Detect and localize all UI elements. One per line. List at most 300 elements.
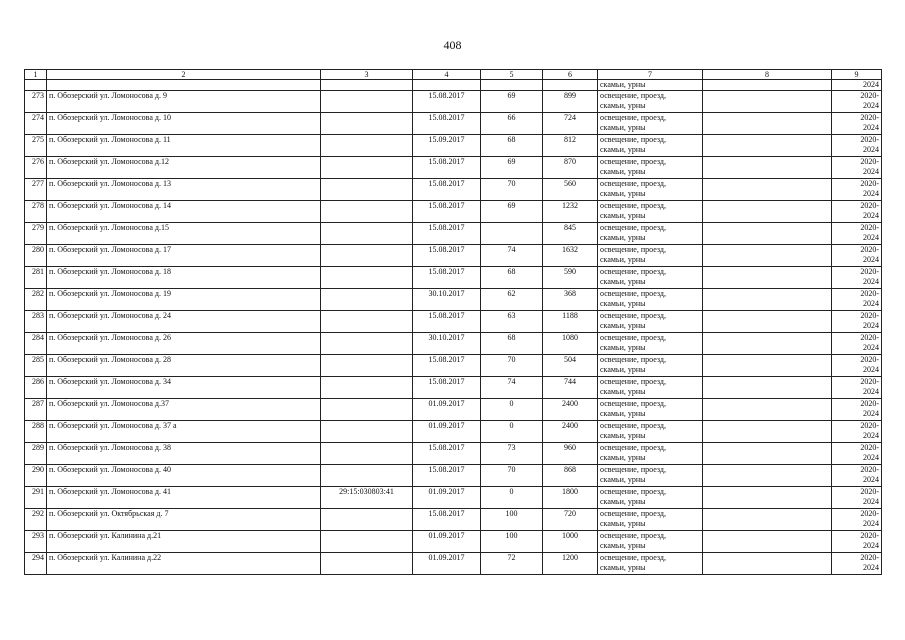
improvements-cell: скамьи, урны [598,80,703,91]
period-cell-line: 2020- [860,509,879,518]
value-6-cell: 1632 [543,245,598,267]
page-number: 408 [443,38,462,52]
period-cell [832,553,882,575]
column-8-cell [703,421,832,443]
date-cell: 01.09.2017 [413,531,481,553]
period-cell-line: 2020- [860,289,879,298]
improvements-cell-line: освещение, проезд, [600,509,666,518]
row-number-cell: 277 [25,179,47,201]
address-cell: п. Обозерский ул. Ломоносова д. 10 [47,113,321,135]
improvements-cell-line: скамьи, урны [600,453,646,462]
improvements-cell [598,465,703,487]
value-5-cell: 68 [481,267,543,289]
improvements-cell-line: скамьи, урны [600,211,646,220]
date-cell: 15.08.2017 [413,179,481,201]
improvements-cell-line: освещение, проезд, [600,355,666,364]
date-cell: 15.08.2017 [413,201,481,223]
column-number: 4 [413,70,481,80]
table-row [25,289,882,311]
value-6-cell: 2400 [543,399,598,421]
improvements-cell-line: скамьи, урны [600,563,646,572]
cell-empty [321,80,413,91]
period-cell [832,399,882,421]
period-cell [832,421,882,443]
table-row [25,179,882,201]
improvements-cell [598,223,703,245]
value-5-cell: 70 [481,355,543,377]
row-number-cell: 288 [25,421,47,443]
period-cell [832,465,882,487]
address-cell: п. Обозерский ул. Ломоносова д.37 [47,399,321,421]
period-cell-line: 2024 [863,475,879,484]
table-row [25,421,882,443]
table-row [25,135,882,157]
improvements-cell-line: скамьи, урны [600,431,646,440]
value-5-cell: 68 [481,135,543,157]
cadastral-cell [321,267,413,289]
value-6-cell: 899 [543,91,598,113]
improvements-cell-line: скамьи, урны [600,541,646,550]
period-cell [832,267,882,289]
cadastral-cell [321,157,413,179]
column-8-cell [703,531,832,553]
period-cell [832,135,882,157]
cadastral-cell [321,113,413,135]
improvements-cell [598,421,703,443]
period-cell-line: 2024 [863,123,879,132]
improvements-cell-line: освещение, проезд, [600,289,666,298]
cadastral-cell [321,421,413,443]
address-cell: п. Обозерский ул. Ломоносова д. 14 [47,201,321,223]
date-cell: 30.10.2017 [413,333,481,355]
cadastral-cell [321,311,413,333]
value-6-cell: 868 [543,465,598,487]
column-8-cell [703,443,832,465]
period-cell [832,355,882,377]
cadastral-cell: 29:15:030803:41 [321,487,413,509]
improvements-cell [598,553,703,575]
improvements-cell-line: освещение, проезд, [600,531,666,540]
improvements-cell-line: освещение, проезд, [600,267,666,276]
value-6-cell: 870 [543,157,598,179]
improvements-cell-line: скамьи, урны [600,123,646,132]
address-cell: п. Обозерский ул. Ломоносова д. 17 [47,245,321,267]
period-cell-line: 2024 [863,101,879,110]
date-cell: 15.08.2017 [413,157,481,179]
address-cell: п. Обозерский ул. Ломоносова д. 28 [47,355,321,377]
improvements-cell-line: скамьи, урны [600,255,646,264]
row-number-cell: 284 [25,333,47,355]
value-5-cell: 70 [481,465,543,487]
improvements-cell [598,333,703,355]
address-cell: п. Обозерский ул. Октябрьская д. 7 [47,509,321,531]
improvements-cell-line: скамьи, урны [600,519,646,528]
table-row [25,553,882,575]
value-5-cell: 74 [481,377,543,399]
address-cell: п. Обозерский ул. Ломоносова д. 38 [47,443,321,465]
address-cell: п. Обозерский ул. Калинина д.21 [47,531,321,553]
period-cell [832,245,882,267]
column-8-cell [703,91,832,113]
cadastral-cell [321,201,413,223]
improvements-cell-line: скамьи, урны [600,189,646,198]
period-cell-line: 2020- [860,531,879,540]
improvements-cell [598,113,703,135]
column-number: 1 [25,70,47,80]
column-8-cell [703,465,832,487]
row-number-cell: 273 [25,91,47,113]
column-8-cell [703,377,832,399]
value-6-cell: 845 [543,223,598,245]
date-cell: 15.08.2017 [413,245,481,267]
row-number-cell: 280 [25,245,47,267]
table-row [25,443,882,465]
date-cell: 15.08.2017 [413,509,481,531]
address-cell: п. Обозерский ул. Ломоносова д. 13 [47,179,321,201]
improvements-cell [598,289,703,311]
improvements-cell [598,179,703,201]
period-cell-line: 2024 [863,255,879,264]
improvements-cell [598,399,703,421]
value-6-cell: 504 [543,355,598,377]
cadastral-cell [321,399,413,421]
value-5-cell: 0 [481,487,543,509]
value-6-cell: 368 [543,289,598,311]
column-number: 9 [832,70,882,80]
period-cell-line: 2020- [860,377,879,386]
column-8-cell [703,245,832,267]
improvements-cell [598,267,703,289]
improvements-cell-line: скамьи, урны [600,233,646,242]
address-cell: п. Обозерский ул. Ломоносова д. 9 [47,91,321,113]
period-cell-line: 2024 [863,387,879,396]
row-number-cell: 276 [25,157,47,179]
row-number-cell: 274 [25,113,47,135]
value-6-cell: 744 [543,377,598,399]
cell-empty [481,80,543,91]
value-6-cell: 724 [543,113,598,135]
cadastral-cell [321,245,413,267]
date-cell: 15.09.2017 [413,135,481,157]
period-cell-line: 2024 [863,343,879,352]
improvements-cell-line: скамьи, урны [600,387,646,396]
period-cell-line: 2020- [860,267,879,276]
row-number-cell: 293 [25,531,47,553]
address-cell: п. Обозерский ул. Ломоносова д. 40 [47,465,321,487]
column-8-cell [703,289,832,311]
period-cell-line: 2020- [860,465,879,474]
value-6-cell: 2400 [543,421,598,443]
column-number: 7 [598,70,703,80]
address-cell: п. Обозерский ул. Ломоносова д. 34 [47,377,321,399]
period-cell [832,179,882,201]
improvements-cell [598,355,703,377]
date-cell: 15.08.2017 [413,311,481,333]
column-8-cell [703,223,832,245]
row-number-cell: 292 [25,509,47,531]
period-cell-line: 2024 [863,431,879,440]
row-number-cell: 287 [25,399,47,421]
column-number: 6 [543,70,598,80]
value-5-cell: 63 [481,311,543,333]
cadastral-cell [321,465,413,487]
address-cell: п. Обозерский ул. Калинина д.22 [47,553,321,575]
value-6-cell: 812 [543,135,598,157]
table-row [25,333,882,355]
cell-empty [703,80,832,91]
column-8-cell [703,333,832,355]
improvements-cell-line: освещение, проезд, [600,399,666,408]
value-6-cell: 560 [543,179,598,201]
period-cell: 2024 [832,80,882,91]
cadastral-cell [321,289,413,311]
row-number-cell: 279 [25,223,47,245]
period-cell [832,223,882,245]
improvements-cell [598,443,703,465]
address-cell: п. Обозерский ул. Ломоносова д. 37 а [47,421,321,443]
table-body [25,70,882,575]
period-cell-line: 2020- [860,311,879,320]
improvements-cell-line: освещение, проезд, [600,113,666,122]
value-6-cell: 720 [543,509,598,531]
improvements-cell-line: освещение, проезд, [600,553,666,562]
row-number-cell: 281 [25,267,47,289]
address-cell: п. Обозерский ул. Ломоносова д.15 [47,223,321,245]
cell-empty [543,80,598,91]
period-cell-line: 2020- [860,421,879,430]
improvements-cell-line: скамьи, урны [600,343,646,352]
registry-table [24,69,882,575]
period-cell-line: 2024 [863,365,879,374]
table-row [25,157,882,179]
table-row [25,509,882,531]
value-5-cell: 73 [481,443,543,465]
address-cell: п. Обозерский ул. Ломоносова д. 19 [47,289,321,311]
date-cell: 15.08.2017 [413,223,481,245]
period-cell-line: 2024 [863,409,879,418]
improvements-cell-line: освещение, проезд, [600,135,666,144]
table-row [25,91,882,113]
value-5-cell: 69 [481,157,543,179]
row-number-cell: 291 [25,487,47,509]
period-cell-line: 2024 [863,145,879,154]
date-cell: 15.08.2017 [413,465,481,487]
period-cell [832,113,882,135]
date-cell: 01.09.2017 [413,553,481,575]
date-cell: 15.08.2017 [413,377,481,399]
table-row [25,531,882,553]
period-cell-line: 2020- [860,91,879,100]
column-8-cell [703,311,832,333]
table-row [25,487,882,509]
date-cell: 15.08.2017 [413,267,481,289]
improvements-cell [598,377,703,399]
period-cell-line: 2020- [860,113,879,122]
value-5-cell: 70 [481,179,543,201]
period-cell-line: 2024 [863,453,879,462]
period-cell-line: 2024 [863,563,879,572]
value-5-cell [481,223,543,245]
row-number-cell: 275 [25,135,47,157]
period-cell-line: 2020- [860,179,879,188]
date-cell: 01.09.2017 [413,399,481,421]
date-cell: 30.10.2017 [413,289,481,311]
address-cell: п. Обозерский ул. Ломоносова д. 41 [47,487,321,509]
improvements-cell-line: освещение, проезд, [600,465,666,474]
date-cell: 01.09.2017 [413,487,481,509]
address-cell: п. Обозерский ул. Ломоносова д. 11 [47,135,321,157]
cell-empty [47,80,321,91]
value-5-cell: 69 [481,201,543,223]
value-5-cell: 69 [481,91,543,113]
row-number-cell: 283 [25,311,47,333]
cadastral-cell [321,531,413,553]
improvements-cell-line: скамьи, урны [600,365,646,374]
improvements-cell-line: скамьи, урны [600,101,646,110]
period-cell-line: 2020- [860,333,879,342]
period-cell-line: 2024 [863,321,879,330]
table-row [25,311,882,333]
period-cell-line: 2020- [860,443,879,452]
column-8-cell [703,201,832,223]
row-number-cell: 294 [25,553,47,575]
period-cell-line: 2024 [863,277,879,286]
cadastral-cell [321,355,413,377]
improvements-cell-line: скамьи, урны [600,475,646,484]
improvements-cell-line: освещение, проезд, [600,443,666,452]
value-6-cell: 1200 [543,553,598,575]
column-8-cell [703,487,832,509]
address-cell: п. Обозерский ул. Ломоносова д. 26 [47,333,321,355]
cadastral-cell [321,377,413,399]
improvements-cell [598,201,703,223]
period-cell [832,333,882,355]
value-5-cell: 0 [481,421,543,443]
value-5-cell: 74 [481,245,543,267]
table-row [25,201,882,223]
column-number: 5 [481,70,543,80]
improvements-cell [598,91,703,113]
period-cell [832,377,882,399]
table-row [25,377,882,399]
improvements-cell-line: освещение, проезд, [600,487,666,496]
improvements-cell-line: освещение, проезд, [600,245,666,254]
date-cell: 01.09.2017 [413,421,481,443]
period-cell-line: 2024 [863,541,879,550]
cell-empty [413,80,481,91]
period-cell-line: 2020- [860,135,879,144]
cadastral-cell [321,179,413,201]
column-8-cell [703,179,832,201]
period-cell [832,201,882,223]
period-cell-line: 2020- [860,355,879,364]
improvements-cell-line: освещение, проезд, [600,333,666,342]
row-number-cell: 289 [25,443,47,465]
period-cell [832,531,882,553]
period-cell [832,91,882,113]
value-6-cell: 1232 [543,201,598,223]
period-cell [832,289,882,311]
cell-empty [25,80,47,91]
row-number-cell: 285 [25,355,47,377]
improvements-cell-line: освещение, проезд, [600,179,666,188]
column-8-cell [703,355,832,377]
improvements-cell [598,135,703,157]
improvements-cell [598,487,703,509]
date-cell: 15.08.2017 [413,91,481,113]
improvements-cell-line: освещение, проезд, [600,223,666,232]
improvements-cell-line: скамьи, урны [600,299,646,308]
improvements-cell-line: освещение, проезд, [600,157,666,166]
column-8-cell [703,399,832,421]
improvements-cell-line: освещение, проезд, [600,421,666,430]
column-number-row [25,70,882,80]
period-cell-line: 2024 [863,519,879,528]
improvements-cell [598,157,703,179]
cadastral-cell [321,509,413,531]
column-8-cell [703,157,832,179]
value-5-cell: 68 [481,333,543,355]
row-number-cell: 290 [25,465,47,487]
improvements-cell-line: скамьи, урны [600,321,646,330]
improvements-cell-line: освещение, проезд, [600,201,666,210]
table-row [25,355,882,377]
improvements-cell [598,311,703,333]
date-cell: 15.08.2017 [413,443,481,465]
cadastral-cell [321,91,413,113]
period-cell-line: 2024 [863,211,879,220]
row-number-cell: 286 [25,377,47,399]
column-8-cell [703,509,832,531]
cadastral-cell [321,223,413,245]
cadastral-cell [321,553,413,575]
improvements-cell [598,531,703,553]
cadastral-cell [321,135,413,157]
table-row [25,399,882,421]
value-6-cell: 1800 [543,487,598,509]
period-cell [832,487,882,509]
period-cell-line: 2020- [860,553,879,562]
table-row [25,245,882,267]
period-cell-line: 2020- [860,487,879,496]
period-cell-line: 2024 [863,167,879,176]
improvements-cell-line: скамьи, урны [600,409,646,418]
table-row [25,113,882,135]
value-5-cell: 62 [481,289,543,311]
column-8-cell [703,113,832,135]
continuation-row [25,80,882,91]
improvements-cell-line: скамьи, урны [600,145,646,154]
period-cell-line: 2024 [863,299,879,308]
value-5-cell: 100 [481,531,543,553]
improvements-cell-line: скамьи, урны [600,277,646,286]
improvements-cell [598,509,703,531]
date-cell: 15.08.2017 [413,113,481,135]
period-cell [832,311,882,333]
address-cell: п. Обозерский ул. Ломоносова д. 18 [47,267,321,289]
value-6-cell: 1000 [543,531,598,553]
improvements-cell [598,245,703,267]
period-cell-line: 2024 [863,189,879,198]
value-5-cell: 0 [481,399,543,421]
improvements-cell-line: скамьи, урны [600,497,646,506]
date-cell: 15.08.2017 [413,355,481,377]
row-number-cell: 282 [25,289,47,311]
column-number: 3 [321,70,413,80]
improvements-cell-line: освещение, проезд, [600,377,666,386]
period-cell [832,157,882,179]
row-number-cell: 278 [25,201,47,223]
